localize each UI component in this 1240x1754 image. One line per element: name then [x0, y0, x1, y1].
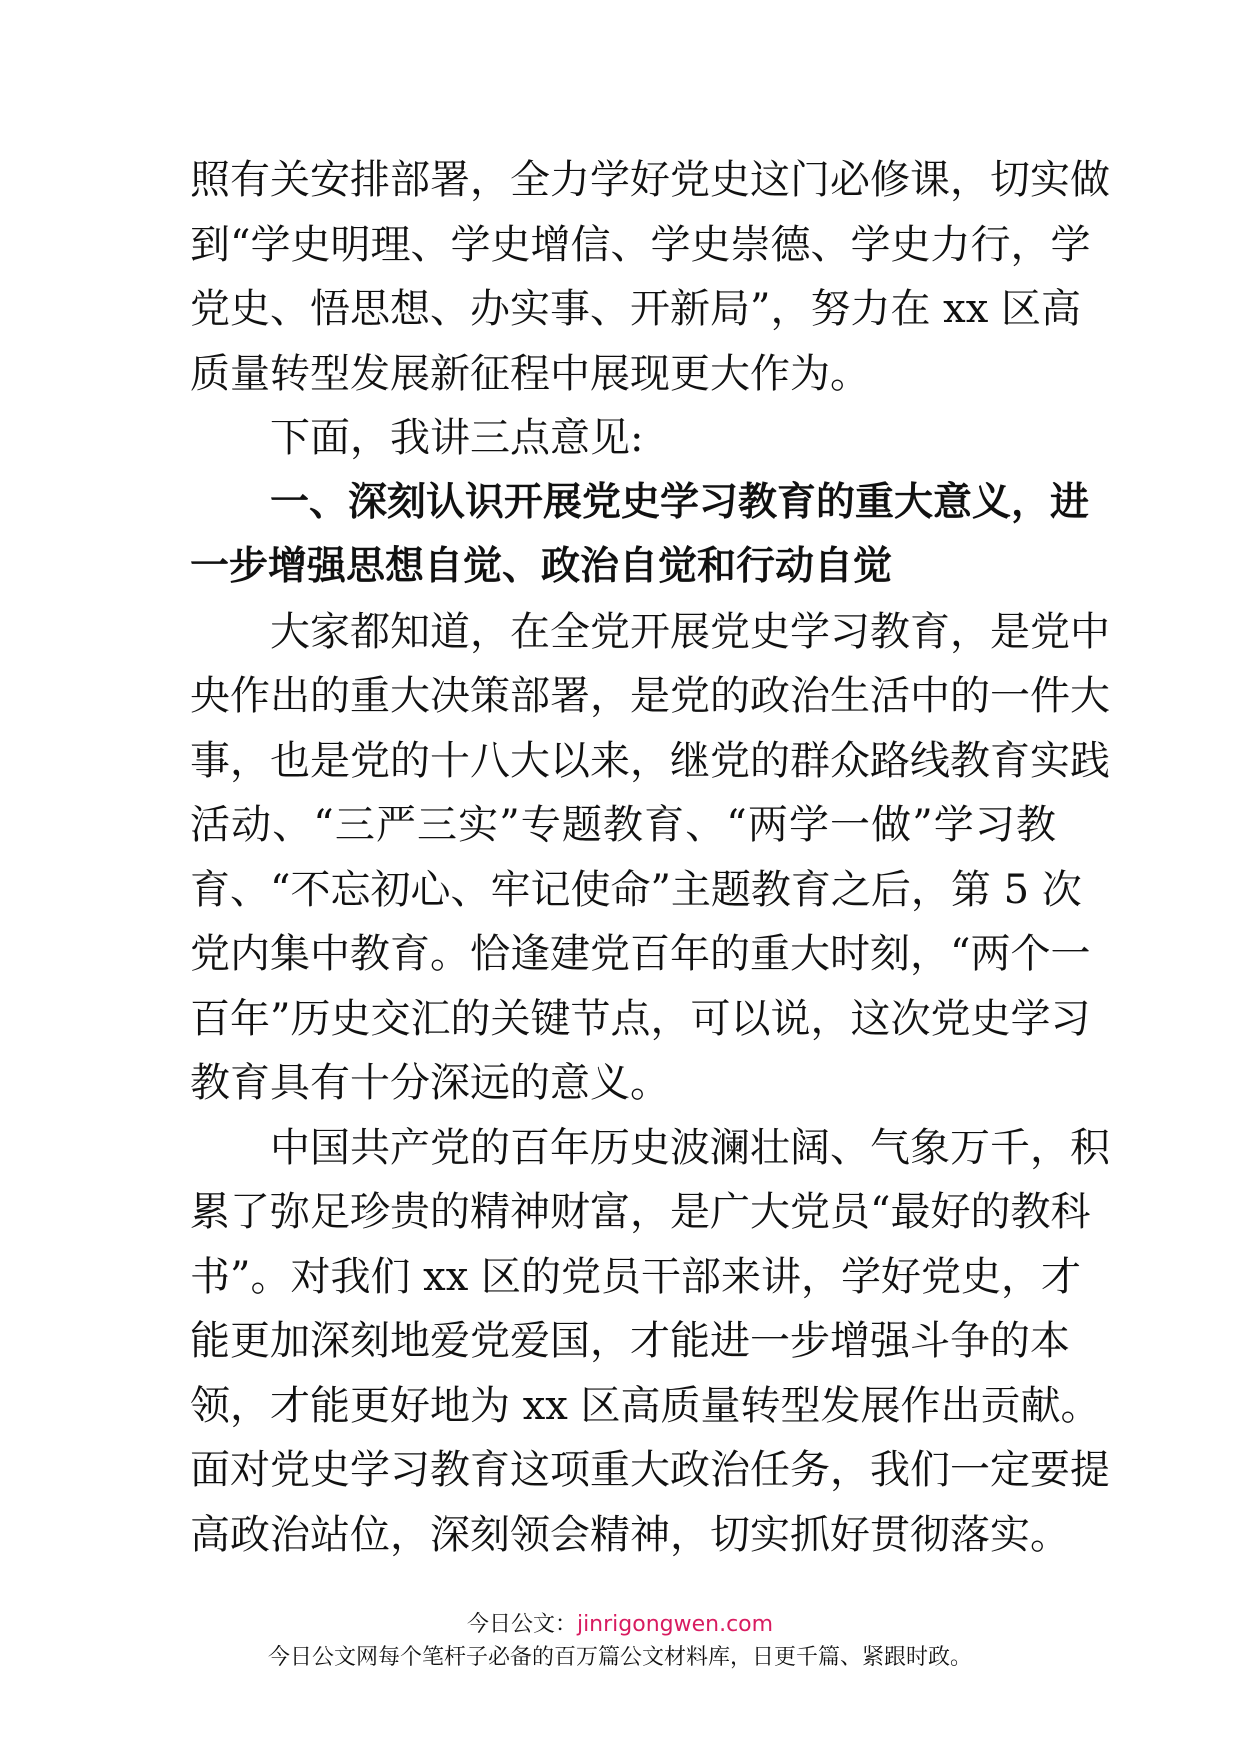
paragraph-line: 质量转型发展新征程中展现更大作为。 [190, 350, 870, 397]
paragraph-line: 到“学史明理、学史增信、学史崇德、学史力行，学 [190, 221, 1091, 268]
paragraph-line: 党内集中教育。恰逢建党百年的重大时刻，“两个一 [190, 931, 1091, 977]
paragraph-line: 照有关安排部署，全力学好党史这门必修课，切实做 [190, 157, 1110, 203]
section-heading-line: 一、深刻认识开展党史学习教育的重大意义，进 [270, 479, 1090, 525]
paragraph-line: 教育具有十分深远的意义。 [190, 1060, 670, 1106]
paragraph-line: 面对党史学习教育这项重大政治任务，我们一定要提 [190, 1447, 1110, 1493]
paragraph-line: 事，也是党的十八大以来，继党的群众路线教育实践 [190, 737, 1110, 784]
footer-site-line [0, 1607, 1240, 1638]
paragraph-line: 领，才能更好地为 xx 区高质量转型发展作出贡献。 [190, 1382, 1101, 1429]
footer-slogan: 今日公文网每个笔杆子必备的百万篇公文材料库，日更千篇、紧跟时政。 [267, 1645, 972, 1670]
paragraph-line: 书”。对我们 xx 区的党员干部来讲，学好党史，才 [190, 1253, 1081, 1300]
paragraph-line: 央作出的重大决策部署，是党的政治生活中的一件大 [190, 673, 1110, 719]
paragraph-line: 百年”历史交汇的关键节点，可以说，这次党史学习 [190, 995, 1091, 1042]
paragraph-line: 累了弥足珍贵的精神财富，是广大党员“最好的教科 [190, 1189, 1091, 1235]
paragraph-line: 育、“不忘初心、牢记使命”主题教育之后，第 5 次 [190, 866, 1082, 913]
paragraph-line: 党史、悟思想、办实事、开新局”，努力在 xx 区高 [190, 286, 1081, 332]
paragraph-line: 高政治站位，深刻领会精神，切实抓好贯彻落实。 [190, 1511, 1070, 1558]
section-heading-line: 一步增强思想自觉、政治自觉和行动自觉 [190, 544, 893, 589]
paragraph-line: 中国共产党的百年历史波澜壮阔、气象万千，积 [270, 1124, 1110, 1171]
paragraph-line: 下面，我讲三点意见: [270, 415, 644, 461]
footer-site-label: 今日公文： [466, 1612, 577, 1637]
paragraph-line: 活动、“三严三实”专题教育、“两学一做”学习教 [190, 802, 1056, 848]
paragraph-line: 大家都知道，在全党开展党史学习教育，是党中 [270, 608, 1110, 655]
footer-site-link[interactable]: jinrigongwen.com [576, 1612, 774, 1637]
document-body [190, 148, 1110, 1567]
paragraph-line: 能更加深刻地爱党爱国，才能进一步增强斗争的本 [190, 1318, 1070, 1364]
